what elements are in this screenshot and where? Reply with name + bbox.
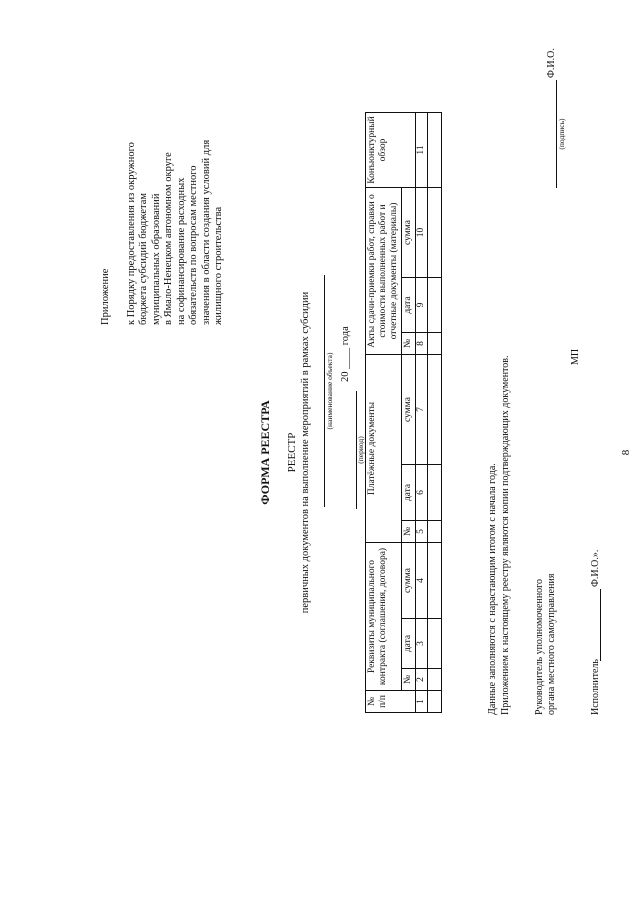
note-cumulative: Данные заполняются с нарастающим итогом с начала года. (487, 463, 498, 715)
empty-cell (428, 543, 442, 619)
empty-cell (428, 521, 442, 543)
header-review: Конъюнктурный обзор (366, 113, 416, 188)
column-number: 10 (416, 188, 428, 278)
head-title-line2: органа местного самоуправления (546, 573, 557, 715)
note-attachments: Приложением к настоящему реестру являются копии подтверждающих документов. (500, 355, 511, 715)
column-number: 11 (416, 113, 428, 188)
empty-cell (428, 465, 442, 521)
appendix-line: на софинансирование расходных (175, 177, 187, 325)
appendix-line: обязательств по вопросам местного (188, 165, 199, 325)
column-number: 9 (416, 278, 428, 333)
appendix-line: бюджета субсидий бюджетам (138, 192, 149, 325)
subheader-no: № (402, 333, 416, 355)
column-number: 5 (416, 521, 428, 543)
empty-cell (428, 278, 442, 333)
subheader-no: № (402, 669, 416, 691)
object-name-caption: (наименование объекта) (325, 352, 334, 430)
subheader-date: дата (402, 619, 416, 669)
empty-cell (428, 188, 442, 278)
subheader-sum: сумма (402, 543, 416, 619)
appendix-line: муниципальных образований (150, 193, 162, 325)
empty-cell (428, 691, 442, 713)
header-payment: Платёжные документы (366, 355, 402, 543)
registry-title: РЕЕСТР (286, 432, 298, 473)
seal-placeholder: МП (570, 348, 581, 365)
header-np: № п/п (366, 691, 416, 713)
empty-cell (428, 333, 442, 355)
appendix-line: в Ямало-Ненецком автономном округе (163, 152, 174, 325)
year-prefix: 20 (340, 371, 351, 382)
form-title: ФОРМА РЕЕСТРА (258, 400, 272, 505)
year-blank: ____ (340, 345, 351, 372)
registry-table (365, 112, 442, 713)
column-number: 3 (416, 619, 428, 669)
period-caption: (период) (356, 436, 365, 464)
subheader-date: дата (402, 465, 416, 521)
empty-cell (428, 355, 442, 465)
head-fio: Ф.И.О. (546, 48, 557, 78)
year-suffix: года (340, 326, 351, 346)
appendix-line: значения в области создания условий для (200, 139, 212, 325)
appendix-line: жилищного строительства (213, 206, 224, 325)
executor-fio: Ф.И.О.». (590, 549, 601, 587)
table-row (428, 113, 442, 713)
subheader-sum: сумма (402, 355, 416, 465)
column-number: 7 (416, 355, 428, 465)
header-acts: Акты сдачи-приемки работ, справки о стоимости выполненных работ и отчетные документы (материалы) (366, 188, 402, 355)
appendix-block (100, 140, 226, 325)
subheader-date: дата (402, 278, 416, 333)
signature-caption: (подпись) (557, 118, 566, 150)
empty-cell (428, 669, 442, 691)
column-number: 2 (416, 669, 428, 691)
subheader-sum: сумма (402, 188, 416, 278)
appendix-line: к Порядку предоставления из окружного (125, 142, 137, 325)
empty-cell (428, 113, 442, 188)
column-number: 8 (416, 333, 428, 355)
appendix-title: Приложение (100, 268, 111, 325)
page-number: 8 (620, 449, 632, 456)
head-title-line1: Руководитель уполномоченного (534, 578, 545, 715)
column-number: 1 (416, 691, 428, 713)
header-contract: Реквизиты муниципального контракта (соглашения, договора) (366, 543, 402, 691)
subheader-no: № (402, 521, 416, 543)
column-number: 6 (416, 465, 428, 521)
empty-cell (428, 619, 442, 669)
column-number: 4 (416, 543, 428, 619)
year-field (340, 326, 351, 382)
executor-line (600, 589, 601, 661)
executor-label: Исполнитель (590, 659, 601, 715)
registry-subtitle: первичных документов на выполнение мероприятий в рамках субсидии (300, 291, 311, 614)
